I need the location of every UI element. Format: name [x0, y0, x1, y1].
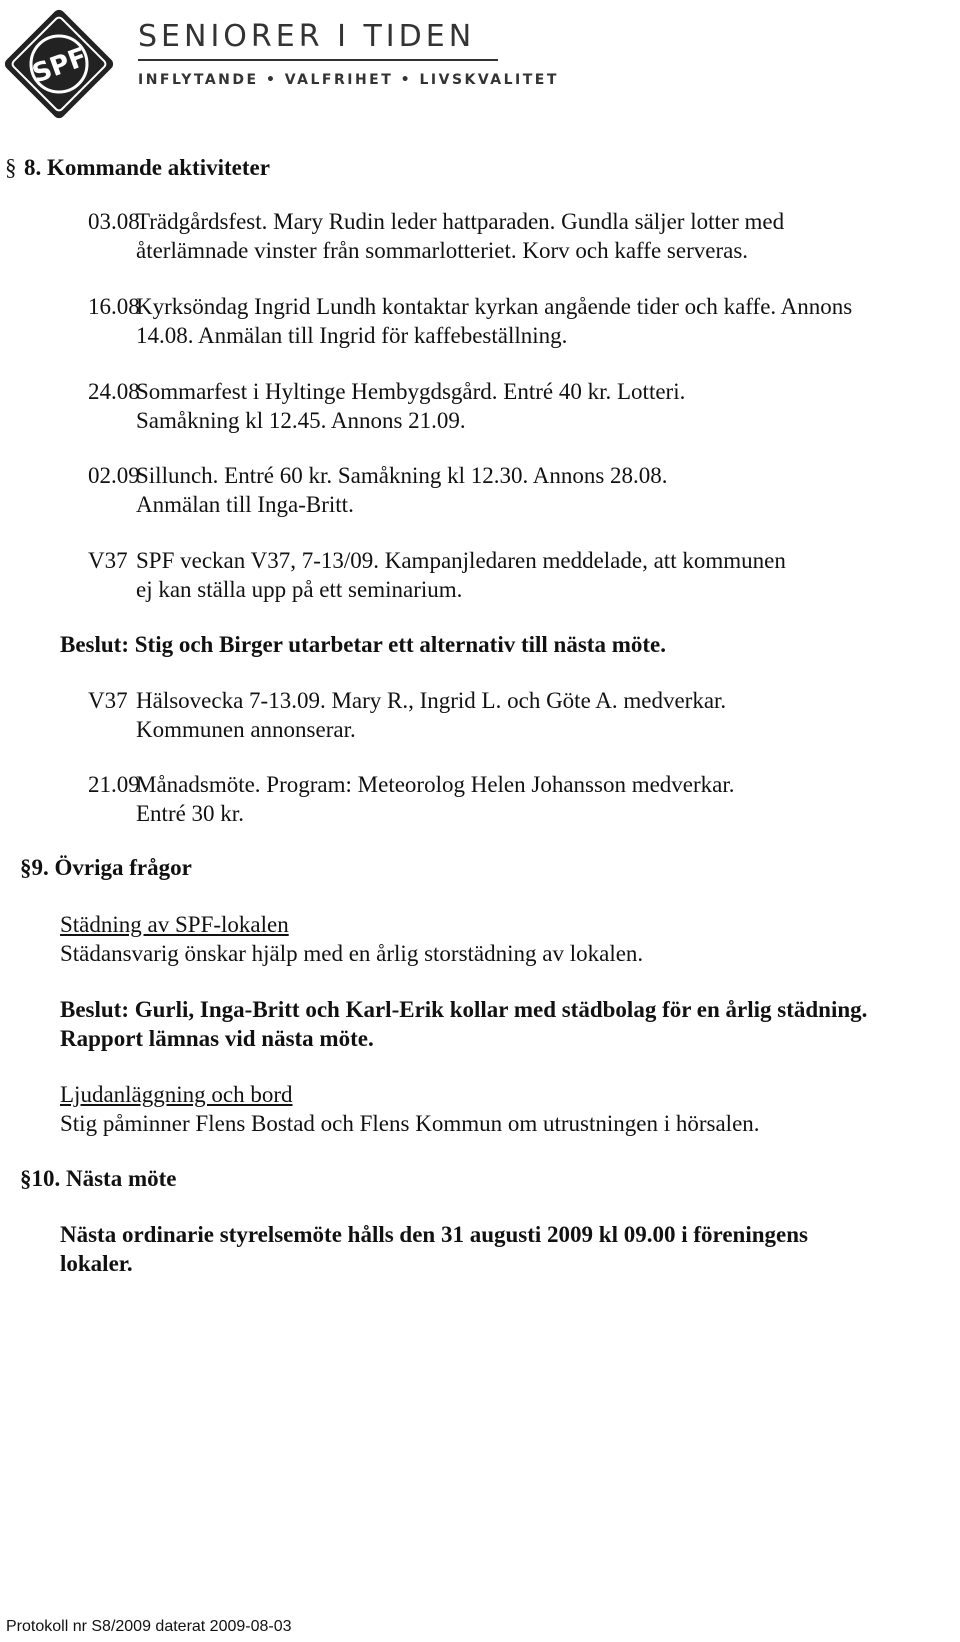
activity-date: 02.09 — [88, 463, 140, 488]
next-meeting-text: Nästa ordinarie styrelsemöte hålls den 31 augusti 2009 kl 09.00 i föreningens — [60, 1222, 808, 1247]
decision-text: Rapport lämnas vid nästa möte. — [60, 1026, 374, 1051]
activity-text: Hälsovecka 7-13.09. Mary R., Ingrid L. och Göte A. medverkar. — [136, 688, 727, 713]
activity-text: Kyrksöndag Ingrid Lundh kontaktar kyrkan angående tider och kaffe. Annons — [136, 294, 853, 319]
activity-text: Sommarfest i Hyltinge Hembygdsgård. Entré 40 kr. Lotteri. — [136, 379, 686, 404]
decision-text: Beslut: Gurli, Inga-Britt och Karl-Erik kollar med städbolag för en årlig städning. — [60, 997, 868, 1022]
section-heading: §10. Nästa möte — [20, 1166, 177, 1191]
activity-text: Trädgårdsfest. Mary Rudin leder hattparaden. Gundla säljer lotter med — [136, 209, 785, 234]
activity-date: V37 — [88, 548, 128, 573]
activity-text: Kommunen annonserar. — [136, 717, 356, 742]
brand-tagline: INFLYTANDE • VALFRIHET • LIVSKVALITET — [138, 72, 559, 88]
next-meeting-text: lokaler. — [60, 1251, 133, 1276]
activity-text: återlämnade vinster från sommarlotteriet. Korv och kaffe serveras. — [136, 238, 749, 263]
topic-text: Städansvarig önskar hjälp med en årlig storstädning av lokalen. — [60, 941, 644, 966]
page-footer: Protokoll nr S8/2009 daterat 2009-08-03 — [6, 1618, 292, 1635]
brand-divider — [138, 59, 498, 61]
spf-logo-seal-icon — [4, 4, 114, 124]
logo-text: SPF — [28, 42, 91, 90]
activity-text: Anmälan till Inga-Britt. — [136, 492, 354, 517]
topic-title: Ljudanläggning och bord — [60, 1082, 293, 1107]
activity-text: SPF veckan V37, 7-13/09. Kampanjledaren meddelade, att kommunen — [136, 548, 786, 573]
decision-text: Beslut: Stig och Birger utarbetar ett alternativ till nästa möte. — [60, 632, 666, 657]
activity-date: V37 — [88, 688, 128, 713]
activity-date: 16.08 — [88, 294, 140, 319]
activity-text: 14.08. Anmälan till Ingrid för kaffebeställning. — [136, 323, 568, 348]
activity-date: 24.08 — [88, 379, 140, 404]
topic-text: Stig påminner Flens Bostad och Flens Kommun om utrustningen i hörsalen. — [60, 1111, 760, 1136]
brand-title: SENIORER I TIDEN — [138, 19, 476, 54]
activity-date: 21.09 — [88, 772, 140, 797]
activity-text: Sillunch. Entré 60 kr. Samåkning kl 12.30. Annons 28.08. — [136, 463, 668, 488]
topic-title: Städning av SPF-lokalen — [60, 912, 289, 937]
section-heading: §9. Övriga frågor — [20, 855, 192, 880]
section-sign: § — [5, 155, 17, 180]
activity-text: Entré 30 kr. — [136, 801, 244, 826]
activity-text: Månadsmöte. Program: Meteorolog Helen Johansson medverkar. — [136, 772, 735, 797]
activity-text: Samåkning kl 12.45. Annons 21.09. — [136, 408, 466, 433]
activity-date: 03.08 — [88, 209, 140, 234]
activity-text: ej kan ställa upp på ett seminarium. — [136, 577, 463, 602]
section-heading: 8. Kommande aktiviteter — [24, 155, 270, 180]
